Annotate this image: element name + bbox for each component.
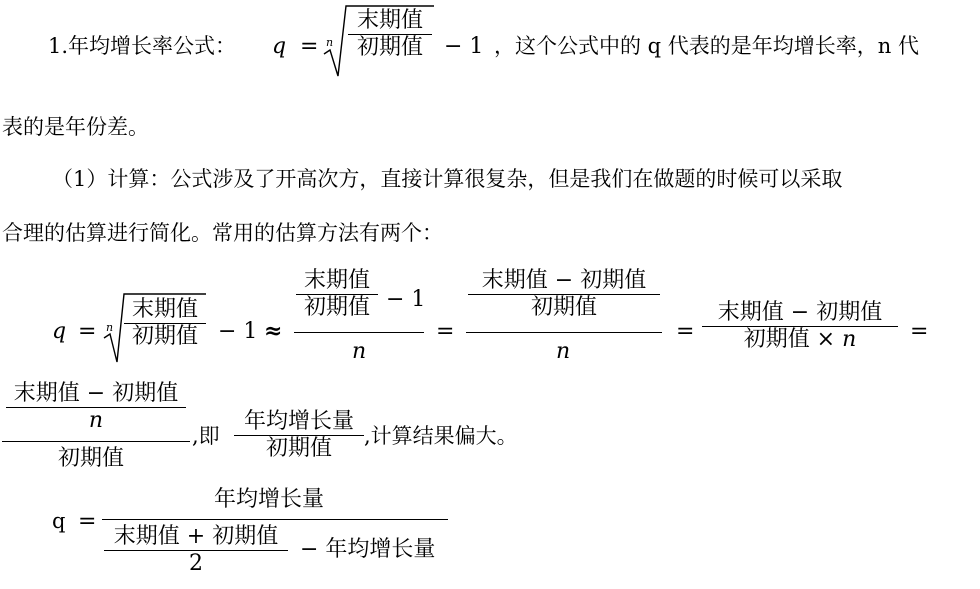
- equals-sign: =: [300, 34, 319, 59]
- eq1-f3-fraction: [702, 300, 898, 354]
- eq1-root-numerator: 末期值: [131, 297, 198, 322]
- eq3-var-q: q: [52, 509, 66, 533]
- root-index: n: [326, 36, 334, 49]
- eq3-equals: =: [78, 509, 97, 534]
- eq1-minus-one: − 1: [218, 319, 258, 344]
- eq1-f1-inner-fraction: [296, 268, 378, 322]
- eq1-f2-numerator: 末期值 − 初期值: [481, 268, 647, 293]
- eq1-f3-numerator: 末期值 − 初期值: [717, 300, 883, 325]
- eq2-top-fraction: [2, 381, 190, 435]
- root-fraction-numerator: 末期值: [356, 8, 423, 33]
- eq1-root-index: n: [106, 321, 114, 334]
- eq1-var-q: q: [52, 319, 67, 344]
- root-fraction-denominator: 初期值: [356, 35, 423, 61]
- eq3-inner-fraction: [104, 524, 288, 578]
- eq2-ji: ,即: [192, 424, 220, 448]
- eq2-denominator: 初期值: [58, 446, 125, 471]
- eq1-f2-middle: 初期值: [530, 295, 597, 321]
- eq1-root-fraction: [124, 297, 206, 351]
- eq2-tail: ,计算结果偏大。: [364, 424, 518, 448]
- eq2-main-bar: [2, 441, 190, 442]
- eq1-f2-denominator: n: [556, 339, 571, 364]
- paragraph-2-line-1: （1）计算：公式涉及了开高次方，直接计算很复杂，但是我们在做题的时候可以采取: [52, 167, 843, 191]
- eq1-f1-inner-numerator: 末期值: [303, 268, 370, 293]
- paragraph-1-tail: ，这个公式中的 q 代表的是年均增长率，n 代: [494, 34, 919, 58]
- eq2-growth-denominator: 初期值: [265, 436, 332, 462]
- eq1-f3-denominator-n: n: [842, 327, 857, 353]
- eq1-f1-denominator: n: [352, 339, 367, 364]
- eq2-growth-numerator: 年均增长量: [243, 409, 354, 434]
- eq1-f3-denominator: 初期值 ×: [743, 327, 836, 353]
- eq1-equals: =: [78, 319, 97, 344]
- eq3-numerator: 年均增长量: [214, 487, 325, 512]
- var-q: q: [272, 34, 287, 59]
- eq2-growth-fraction: [234, 409, 364, 463]
- formula-intro-label: 1.年均增长率公式：: [48, 34, 237, 58]
- eq1-f2-main-bar: [466, 332, 662, 333]
- minus-one: − 1: [444, 34, 484, 59]
- eq3-main-bar: [102, 519, 448, 520]
- eq1-f1-inner-denominator: 初期值: [303, 295, 370, 321]
- eq1-equals-3: =: [676, 319, 695, 344]
- eq1-f2-top-fraction: [466, 268, 662, 322]
- eq1-f1-main-bar: [294, 332, 424, 333]
- eq2-top-denominator: n: [88, 408, 104, 434]
- root-fraction: [348, 8, 432, 62]
- eq1-f1-minus-one: − 1: [386, 287, 426, 312]
- eq1-root-denominator: 初期值: [131, 324, 198, 350]
- paragraph-1-line-2: 表的是年份差。: [2, 115, 149, 139]
- eq1-equals-2: =: [436, 319, 455, 344]
- approx-sign: ≈: [264, 318, 283, 344]
- paragraph-2-line-2: 合理的估算进行简化。常用的估算方法有两个：: [2, 221, 443, 245]
- eq1-equals-4: =: [910, 319, 929, 344]
- eq3-inner-denominator: 2: [189, 551, 203, 577]
- eq2-top-numerator: 末期值 − 初期值: [13, 381, 179, 406]
- eq3-inner-numerator: 末期值 + 初期值: [113, 524, 279, 549]
- eq3-minus-growth: − 年均增长量: [300, 537, 436, 562]
